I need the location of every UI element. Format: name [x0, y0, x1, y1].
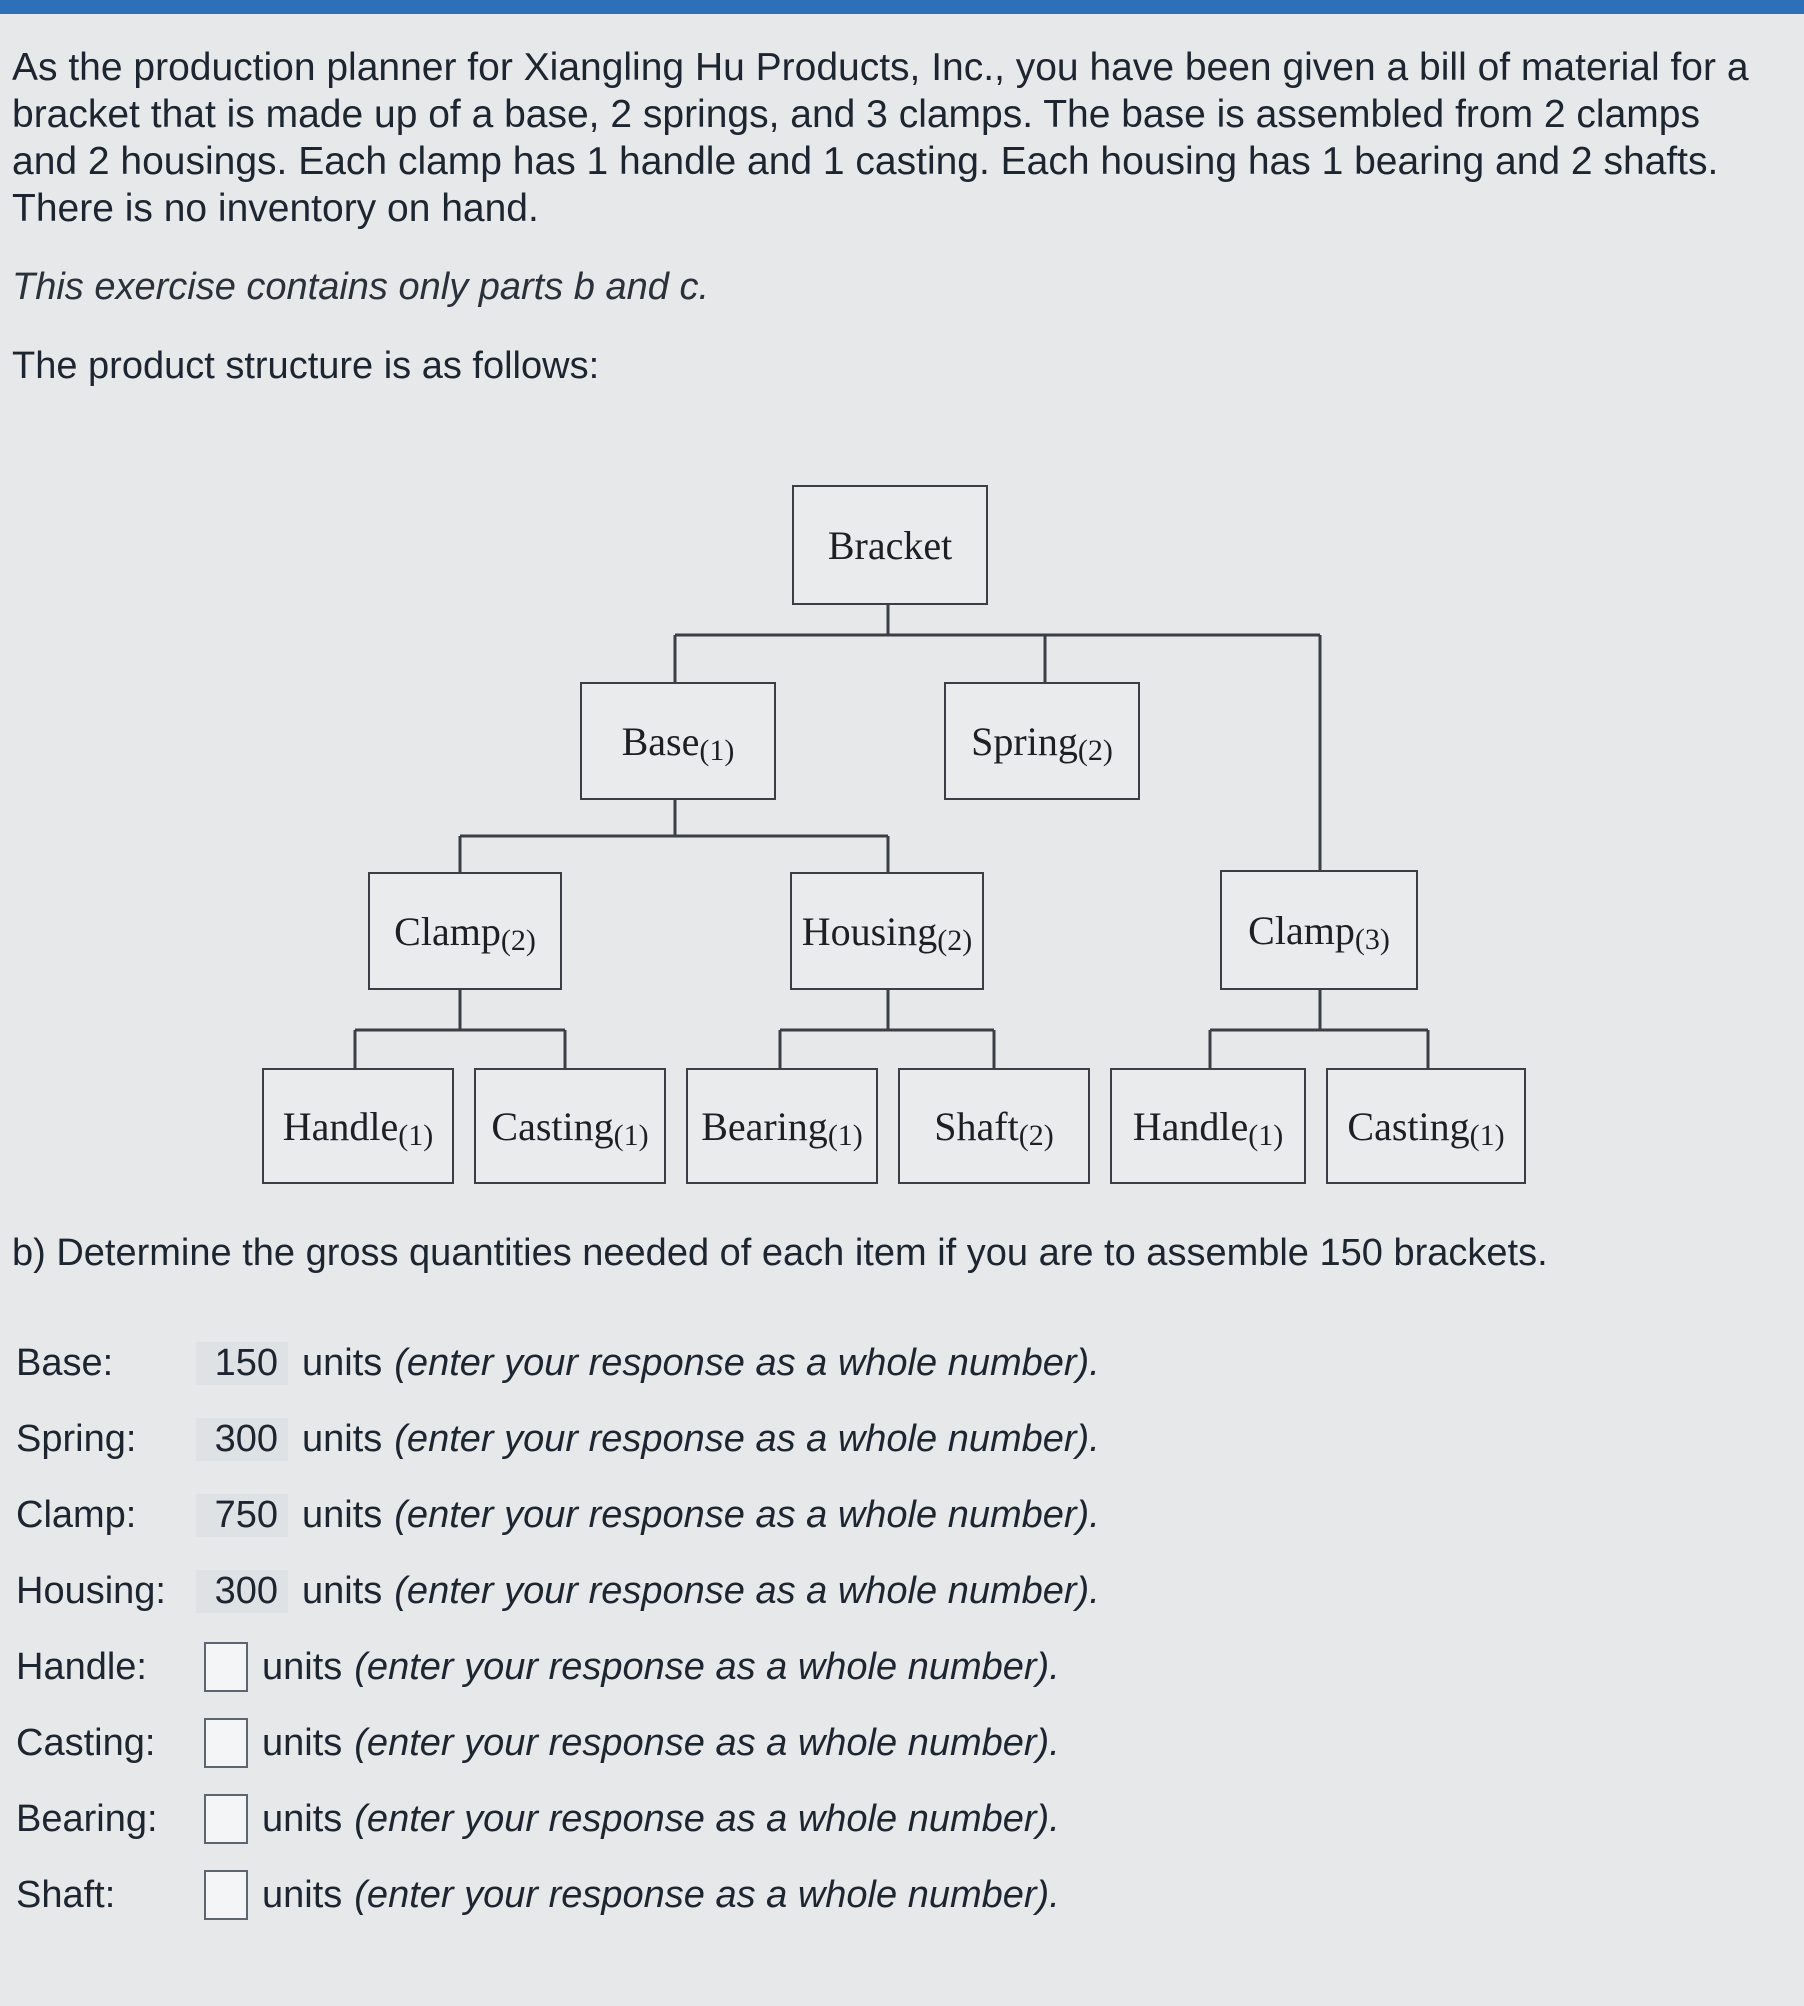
answer-row-housing — [16, 1553, 1100, 1629]
node-bearing — [686, 1068, 878, 1184]
units-text: units — [302, 1493, 383, 1536]
answer-row-casting — [16, 1705, 1100, 1781]
exercise-note: This exercise contains only parts b and c. — [12, 266, 710, 308]
hint-text: (enter your response as a whole number). — [394, 1417, 1100, 1460]
answer-row-handle — [16, 1629, 1100, 1705]
answer-label: Shaft: — [16, 1873, 116, 1916]
answer-label: Casting: — [16, 1721, 156, 1764]
units-text: units — [262, 1797, 343, 1840]
node-base — [580, 682, 776, 800]
node-clamp-2-qty: (2) — [500, 924, 536, 957]
answer-value-clamp[interactable]: 750 — [196, 1494, 288, 1537]
node-casting-b — [1326, 1068, 1526, 1184]
units-text: units — [302, 1569, 383, 1612]
node-handle-b-label: Handle — [1132, 1103, 1249, 1149]
node-casting-a — [474, 1068, 666, 1184]
hint-text: (enter your response as a whole number). — [354, 1645, 1060, 1688]
answer-row-bearing — [16, 1781, 1100, 1857]
answer-label: Housing: — [16, 1569, 166, 1612]
product-structure-diagram — [0, 420, 1804, 1200]
hint-text: (enter your response as a whole number). — [394, 1341, 1100, 1384]
node-spring-label: Spring — [971, 718, 1078, 764]
structure-label: The product structure is as follows: — [12, 345, 600, 387]
node-casting-a-qty: (1) — [613, 1119, 649, 1152]
answer-list — [16, 1325, 1100, 1933]
problem-text — [12, 44, 1782, 388]
answer-value-spring[interactable]: 300 — [196, 1418, 288, 1461]
node-clamp-2 — [368, 872, 562, 990]
node-handle-a — [262, 1068, 454, 1184]
answer-input-casting[interactable] — [204, 1718, 248, 1768]
problem-intro: As the production planner for Xiangling Hu Products, Inc., you have been given a bill of material for a bracket that is made up of a base, 2 springs, and 3 clamps. The base is assembled from 2 clamps and 2 housings. Each clamp has 1 handle and 1 casting. Each housing has 1 bearing and 2 shafts. There is no inventory on hand. — [12, 46, 1749, 230]
top-bar — [0, 0, 1804, 14]
hint-text: (enter your response as a whole number). — [354, 1797, 1060, 1840]
node-bracket — [792, 485, 988, 605]
hint-text: (enter your response as a whole number). — [354, 1873, 1060, 1916]
node-shaft — [898, 1068, 1090, 1184]
answer-row-shaft — [16, 1857, 1100, 1933]
node-bracket-label: Bracket — [827, 522, 953, 568]
answer-label: Handle: — [16, 1645, 147, 1688]
units-text: units — [262, 1721, 343, 1764]
node-casting-b-qty: (1) — [1469, 1119, 1505, 1152]
answer-value-housing[interactable]: 300 — [196, 1570, 288, 1613]
answer-row-base — [16, 1325, 1100, 1401]
units-text: units — [302, 1417, 383, 1460]
hint-text: (enter your response as a whole number). — [354, 1721, 1060, 1764]
units-text: units — [262, 1873, 343, 1916]
answer-row-spring — [16, 1401, 1100, 1477]
answer-input-bearing[interactable] — [204, 1794, 248, 1844]
node-base-qty: (1) — [699, 734, 735, 767]
answer-label: Clamp: — [16, 1493, 137, 1536]
node-handle-b-qty: (1) — [1248, 1119, 1284, 1152]
node-housing-label: Housing — [801, 908, 938, 954]
node-clamp-2-label: Clamp — [394, 908, 501, 954]
node-clamp-3-label: Clamp — [1248, 907, 1355, 953]
node-handle-a-label: Handle — [282, 1103, 399, 1149]
node-bearing-label: Bearing — [701, 1103, 828, 1149]
node-housing-qty: (2) — [937, 924, 973, 957]
node-housing — [790, 872, 984, 990]
node-clamp-3-qty: (3) — [1354, 923, 1390, 956]
answer-label: Base: — [16, 1341, 114, 1384]
answer-input-handle[interactable] — [204, 1642, 248, 1692]
answer-label: Bearing: — [16, 1797, 158, 1840]
node-clamp-3 — [1220, 870, 1418, 990]
node-base-label: Base — [621, 718, 700, 764]
answer-label: Spring: — [16, 1417, 137, 1460]
node-bearing-qty: (1) — [827, 1119, 863, 1152]
answer-input-shaft[interactable] — [204, 1870, 248, 1920]
hint-text: (enter your response as a whole number). — [394, 1493, 1100, 1536]
part-b-question: b) Determine the gross quantities needed of each item if you are to assemble 150 brackets. — [12, 1232, 1548, 1274]
units-text: units — [302, 1341, 383, 1384]
node-spring — [944, 682, 1140, 800]
answer-row-clamp — [16, 1477, 1100, 1553]
node-casting-a-label: Casting — [491, 1103, 614, 1149]
node-handle-b — [1110, 1068, 1306, 1184]
units-text: units — [262, 1645, 343, 1688]
node-shaft-label: Shaft — [934, 1103, 1019, 1149]
node-spring-qty: (2) — [1077, 734, 1113, 767]
node-shaft-qty: (2) — [1018, 1119, 1054, 1152]
node-casting-b-label: Casting — [1347, 1103, 1470, 1149]
answer-value-base[interactable]: 150 — [196, 1342, 288, 1385]
hint-text: (enter your response as a whole number). — [394, 1569, 1100, 1612]
node-handle-a-qty: (1) — [398, 1119, 434, 1152]
